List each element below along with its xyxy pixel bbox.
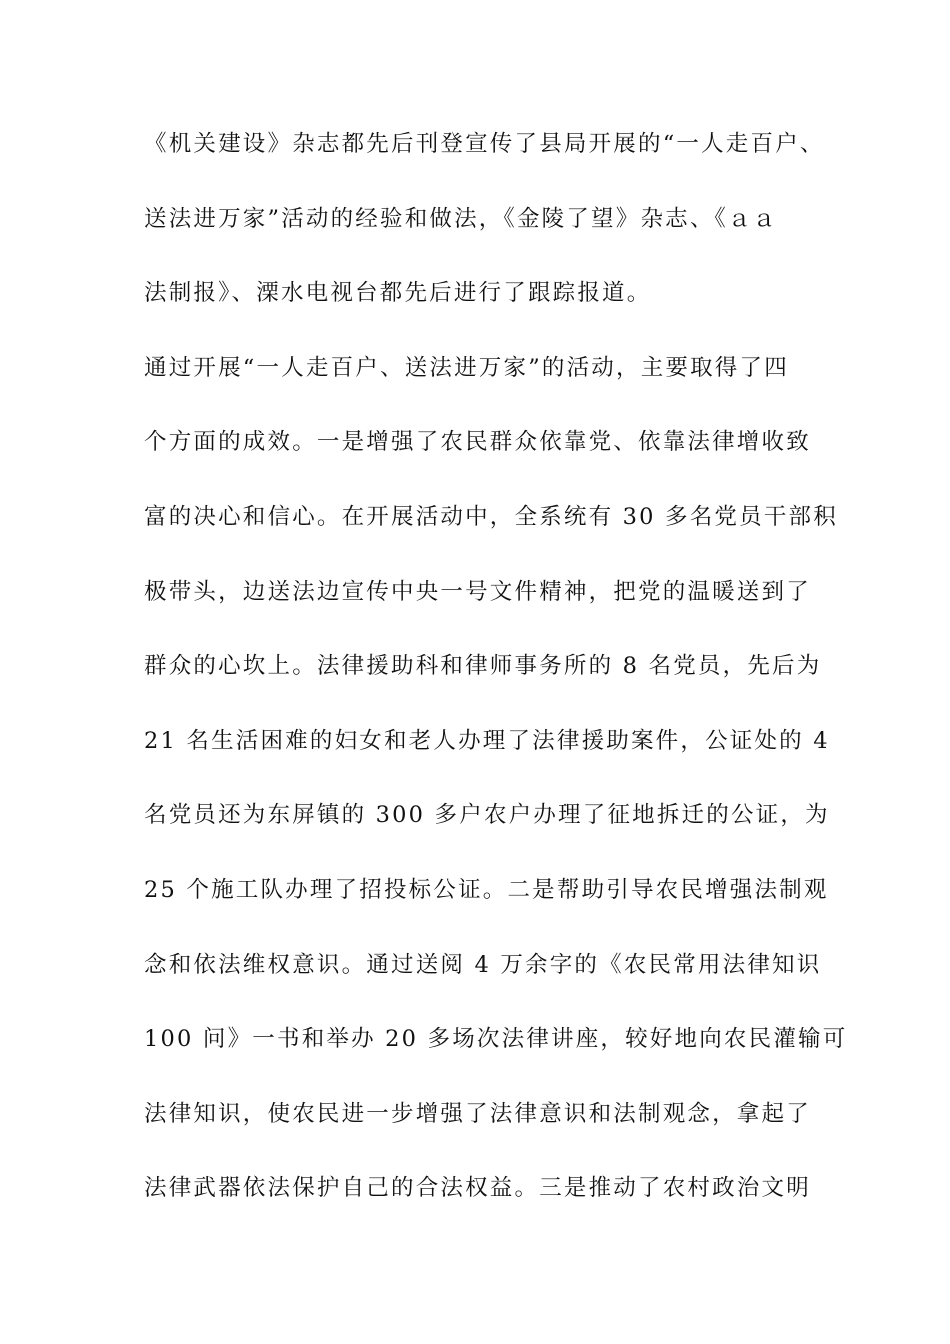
- text-line: 21 名生活困难的妇女和老人办理了法律援助案件，公证处的 4: [144, 727, 830, 754]
- text-line: 法律知识，使农民进一步增强了法律意识和法制观念，拿起了: [144, 1100, 811, 1127]
- text-line: 富的决心和信心。在开展活动中，全系统有 30 多名党员干部积: [144, 503, 838, 530]
- text-line: 《机关建设》杂志都先后刊登宣传了县局开展的“一人走百户、: [144, 131, 825, 157]
- text-line: 25 个施工队办理了招投标公证。二是帮助引导农民增强法制观: [144, 876, 829, 903]
- text-line: 法律武器依法保护自己的合法权益。三是推动了农村政治文明: [144, 1175, 811, 1202]
- text-line: 100 问》一书和举办 20 多场次法律讲座，较好地向农民灌输可: [144, 1026, 848, 1053]
- body-text: [144, 124, 848, 1243]
- text-line: 念和依法维权意识。通过送阅 4 万余字的《农民常用法律知识: [144, 951, 822, 978]
- text-line: 法制报》、溧水电视台都先后进行了跟踪报道。: [144, 280, 652, 307]
- text-line: 名党员还为东屏镇的 300 多户农户办理了征地拆迁的公证，为: [144, 802, 830, 829]
- text-line: 送法进万家”活动的经验和做法，《金陵了望》杂志、《ａａ: [144, 205, 778, 232]
- text-line: 群众的心坎上。法律援助科和律师事务所的 8 名党员，先后为: [144, 653, 822, 680]
- text-line: 个方面的成效。一是增强了农民群众依靠党、依靠法律增收致: [144, 429, 811, 456]
- text-line: 极带头，边送法边宣传中央一号文件精神，把党的温暖送到了: [144, 578, 811, 605]
- text-line: 通过开展“一人走百户、送法进万家”的活动，主要取得了四: [144, 354, 789, 381]
